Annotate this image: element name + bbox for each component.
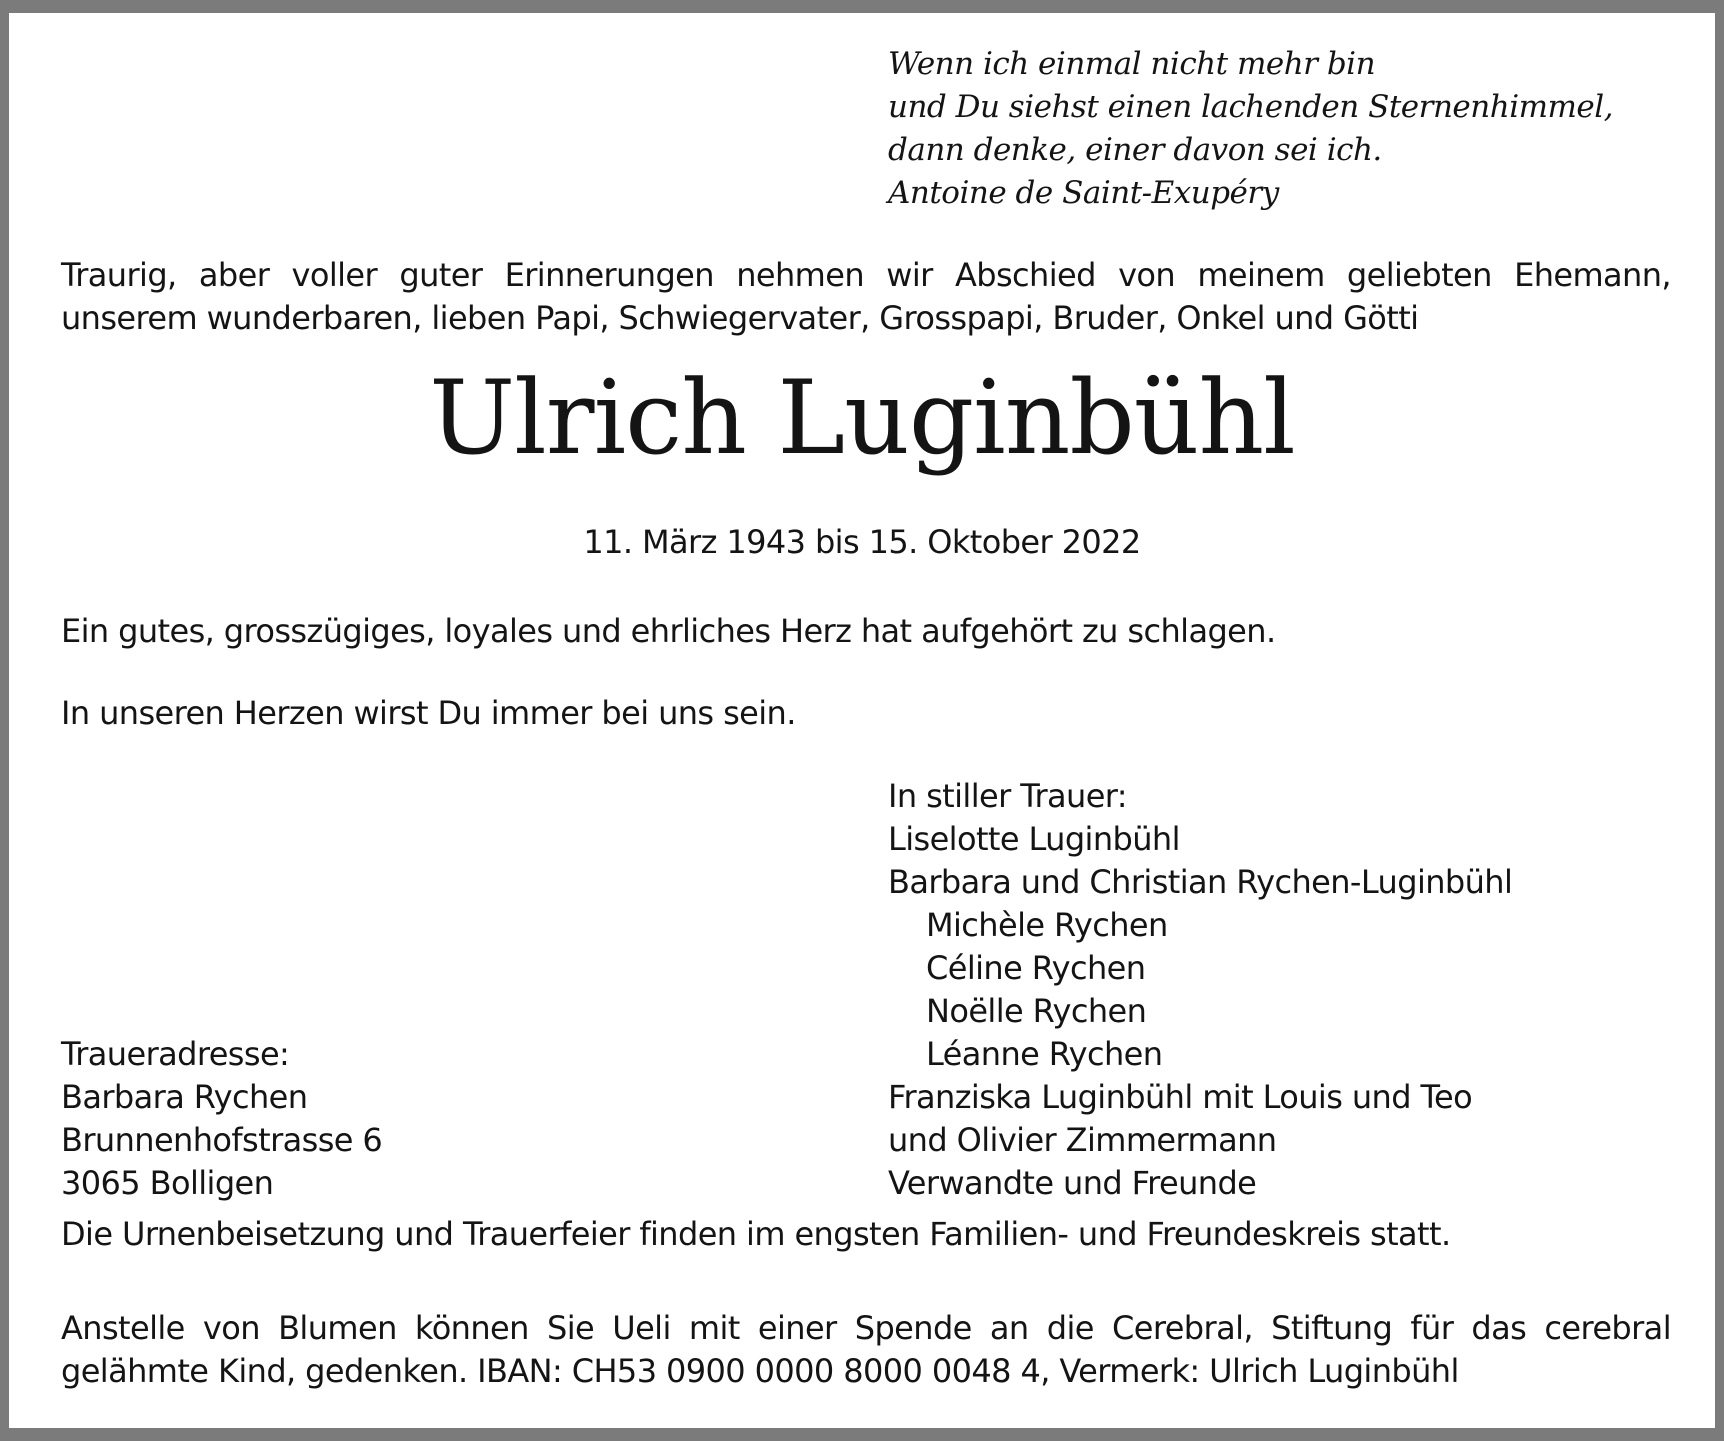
tribute-line: In unseren Herzen wirst Du immer bei uns sein. [61,694,796,732]
donation-note: Anstelle von Blumen können Sie Ueli mit einer Spende an die Cerebral, Stiftung für das cerebral gelähmte Kind, gedenken. IBAN: CH53 0900 0000 8000 0048 4, Vermerk: Ulrich Luginbühl [61,1309,1671,1390]
quote-block [888,43,1613,215]
mourners-heading: In stiller Trauer: [888,777,1127,815]
deceased-name: Ulrich Luginbühl [429,359,1295,478]
obituary-page [9,13,1715,1428]
quote-line: und Du siehst einen lachenden Sternenhimmel, [888,89,1614,125]
life-dates: 11. März 1943 bis 15. Oktober 2022 [583,523,1141,561]
quote-line: Wenn ich einmal nicht mehr bin [888,46,1376,82]
mourner-name: Noëlle Rychen [926,992,1147,1030]
mourner-name: Michèle Rychen [926,906,1168,944]
mourner-name: Barbara und Christian Rychen-Luginbühl [888,863,1513,901]
tribute-line: Ein gutes, grosszügiges, loyales und ehrliches Herz hat aufgehört zu schlagen. [61,612,1276,650]
mourner-name: Verwandte und Freunde [888,1164,1257,1202]
address-name: Barbara Rychen [61,1078,308,1116]
address-street: Brunnenhofstrasse 6 [61,1121,383,1159]
mourners-list [888,775,1512,1205]
address-city: 3065 Bolligen [61,1164,274,1202]
mourner-name: und Olivier Zimmermann [888,1121,1277,1159]
intro-paragraph: Traurig, aber voller guter Erinnerungen nehmen wir Abschied von meinem geliebten Ehemann, unserem wunderbaren, lieben Papi, Schwiegervater, Grosspapi, Bruder, Onkel und Götti [61,256,1671,337]
mourning-address [61,1033,382,1205]
quote-line: dann denke, einer davon sei ich. [888,132,1382,168]
mourner-name: Céline Rychen [926,949,1146,987]
address-heading: Traueradresse: [61,1035,290,1073]
ceremony-note: Die Urnenbeisetzung und Trauerfeier finden im engsten Familien- und Freundeskreis statt. [61,1215,1451,1253]
mourner-name: Liselotte Luginbühl [888,820,1180,858]
mourner-name: Franziska Luginbühl mit Louis und Teo [888,1078,1473,1116]
mourner-name: Léanne Rychen [926,1035,1163,1073]
quote-author: Antoine de Saint-Exupéry [888,175,1279,211]
